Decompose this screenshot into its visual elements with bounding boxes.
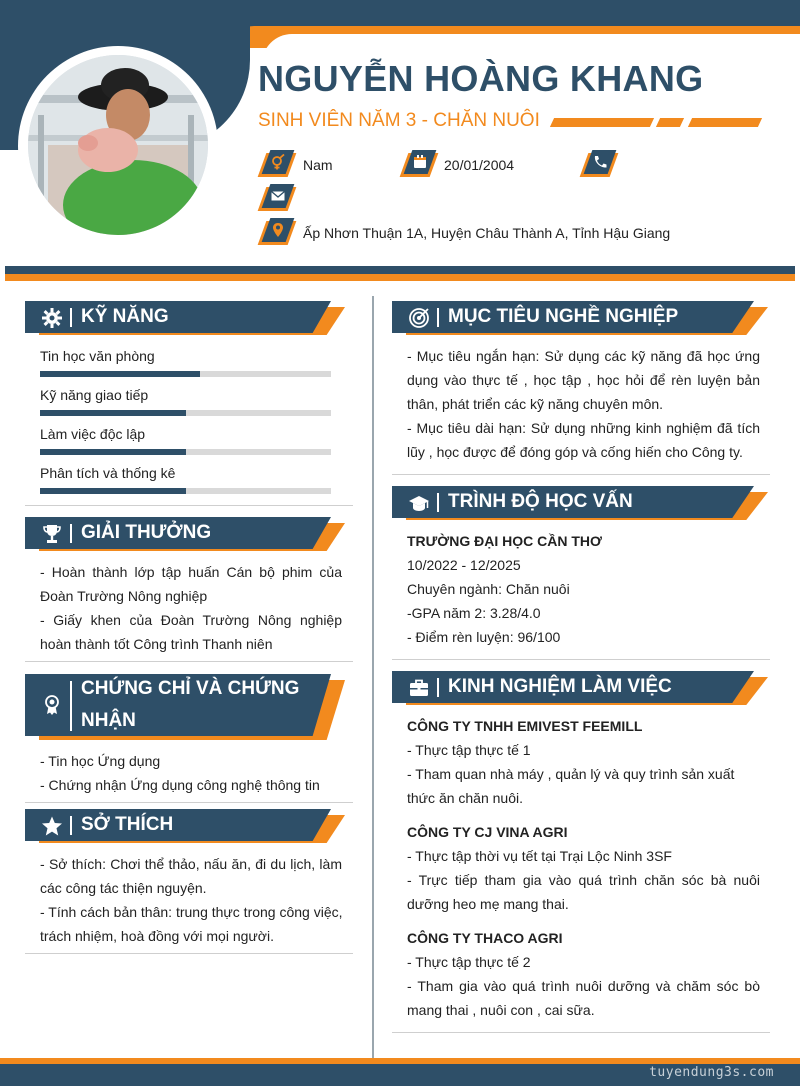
section-rule	[392, 474, 770, 475]
objective-title: MỤC TIÊU NGHỀ NGHIỆP	[448, 306, 679, 327]
graduation-cap-icon	[408, 492, 430, 514]
job-company: CÔNG TY TNHH EMIVEST FEEMILL	[407, 718, 643, 734]
subtitle-accent-bar-3	[688, 118, 762, 127]
gear-icon	[41, 307, 63, 329]
section-rule	[25, 953, 353, 954]
education-period: 10/2022 - 12/2025	[407, 557, 521, 573]
education-conduct: - Điểm rèn luyện: 96/100	[407, 629, 561, 645]
certificate-icon	[41, 694, 63, 716]
section-rule	[25, 505, 353, 506]
experience-title: KINH NGHIỆM LÀM VIỆC	[448, 676, 672, 697]
skills-title: KỸ NĂNG	[81, 306, 169, 327]
skill-bar	[40, 371, 331, 377]
skill-bar	[40, 449, 331, 455]
section-rule	[392, 659, 770, 660]
skill-bar	[40, 410, 331, 416]
calendar-icon	[404, 153, 434, 177]
section-rule	[25, 661, 353, 662]
certificates-title-line2: NHẬN	[81, 710, 136, 731]
education-title: TRÌNH ĐỘ HỌC VẤN	[448, 491, 633, 512]
awards-title: GIẢI THƯỞNG	[81, 522, 212, 543]
address-value: Ấp Nhơn Thuận 1A, Huyện Châu Thành A, Tỉnh Hậu Giang	[303, 225, 671, 241]
hobby-item: - Tính cách bản thân: trung thực trong công việc, trách nhiệm, hoà đồng với mọi người.	[40, 904, 343, 944]
target-icon	[408, 307, 430, 329]
hobby-item: - Sở thích: Chơi thể thảo, nấu ăn, đi du lịch, làm các công tác thiện nguyện.	[40, 856, 342, 896]
avatar	[28, 55, 208, 235]
skill-bar	[40, 488, 331, 494]
job-description: - Tham quan nhà máy , quản lý và quy trình sản xuất thức ăn chăn nuôi.	[407, 766, 735, 806]
education-gpa: -GPA năm 2: 3.28/4.0	[407, 605, 541, 621]
email-icon	[262, 187, 292, 211]
subtitle-accent-bar-1	[550, 118, 654, 127]
star-icon	[41, 815, 63, 837]
job-description: - Trực tiếp tham gia vào quá trình chăn sóc bà nuôi dưỡng heo mẹ mang thai.	[407, 872, 760, 912]
birthdate-value: 20/01/2004	[444, 157, 515, 173]
certificate-item: - Chứng nhận Ứng dụng công nghệ thông tin	[40, 777, 320, 793]
job-role: - Thực tập thực tế 1	[407, 742, 531, 758]
award-item: - Giấy khen của Đoàn Trường Nông nghiệp hoàn thành tốt Công trình Thanh niên	[40, 612, 342, 652]
briefcase-icon	[408, 677, 430, 699]
candidate-name: NGUYỄN HOÀNG KHANG	[258, 58, 704, 99]
column-divider	[372, 296, 374, 1062]
objective-short-term: - Mục tiêu ngắn hạn: Sử dụng các kỹ năng đã học ứng dụng vào thực tế , học tập , học hỏi để rèn luyện bản thân, phát triển các kỹ năng chuyên môn.	[407, 348, 760, 412]
skill-label: Phân tích và thống kê	[40, 465, 176, 481]
education-school: TRƯỜNG ĐẠI HỌC CẦN THƠ	[407, 533, 602, 549]
skill-label: Tin học văn phòng	[40, 348, 155, 364]
job-role: - Thực tập thực tế 2	[407, 954, 531, 970]
award-item: - Hoàn thành lớp tập huấn Cán bộ phim của Đoàn Trường Nông nghiệp	[40, 564, 342, 604]
section-rule	[25, 802, 353, 803]
certificates-title-line1: CHỨNG CHỈ VÀ CHỨNG	[81, 678, 300, 699]
subtitle-accent-bar-2	[656, 118, 684, 127]
header-divider-navy	[5, 266, 795, 274]
gender-icon	[262, 153, 292, 177]
gender-value: Nam	[303, 157, 333, 173]
section-rule	[392, 1032, 770, 1033]
hobbies-title: SỞ THÍCH	[81, 814, 174, 835]
trophy-icon	[41, 523, 63, 545]
objective-long-term: - Mục tiêu dài hạn: Sử dụng những kinh nghiệm đã tích lũy , học được để đóng góp và cống hiến cho Công ty.	[407, 420, 760, 460]
job-company: CÔNG TY THACO AGRI	[407, 930, 563, 946]
job-company: CÔNG TY CJ VINA AGRI	[407, 824, 568, 840]
header-divider-orange	[5, 274, 795, 281]
job-description: - Tham gia vào quá trình nuôi dưỡng và chăm sóc bò mang thai , nuôi con , cai sữa.	[407, 978, 760, 1018]
skill-label: Làm việc độc lập	[40, 426, 146, 442]
job-role: - Thực tập thời vụ tết tại Trại Lộc Ninh 3SF	[407, 848, 672, 864]
phone-icon	[584, 153, 614, 177]
candidate-subtitle: SINH VIÊN NĂM 3 - CHĂN NUÔI	[258, 110, 540, 131]
certificate-item: - Tin học Ứng dụng	[40, 753, 161, 769]
footer-watermark: tuyendung3s.com	[649, 1065, 774, 1080]
education-major: Chuyên ngành: Chăn nuôi	[407, 581, 570, 597]
skill-label: Kỹ năng giao tiếp	[40, 387, 149, 403]
avatar-photo	[28, 55, 208, 235]
location-icon	[262, 221, 292, 245]
